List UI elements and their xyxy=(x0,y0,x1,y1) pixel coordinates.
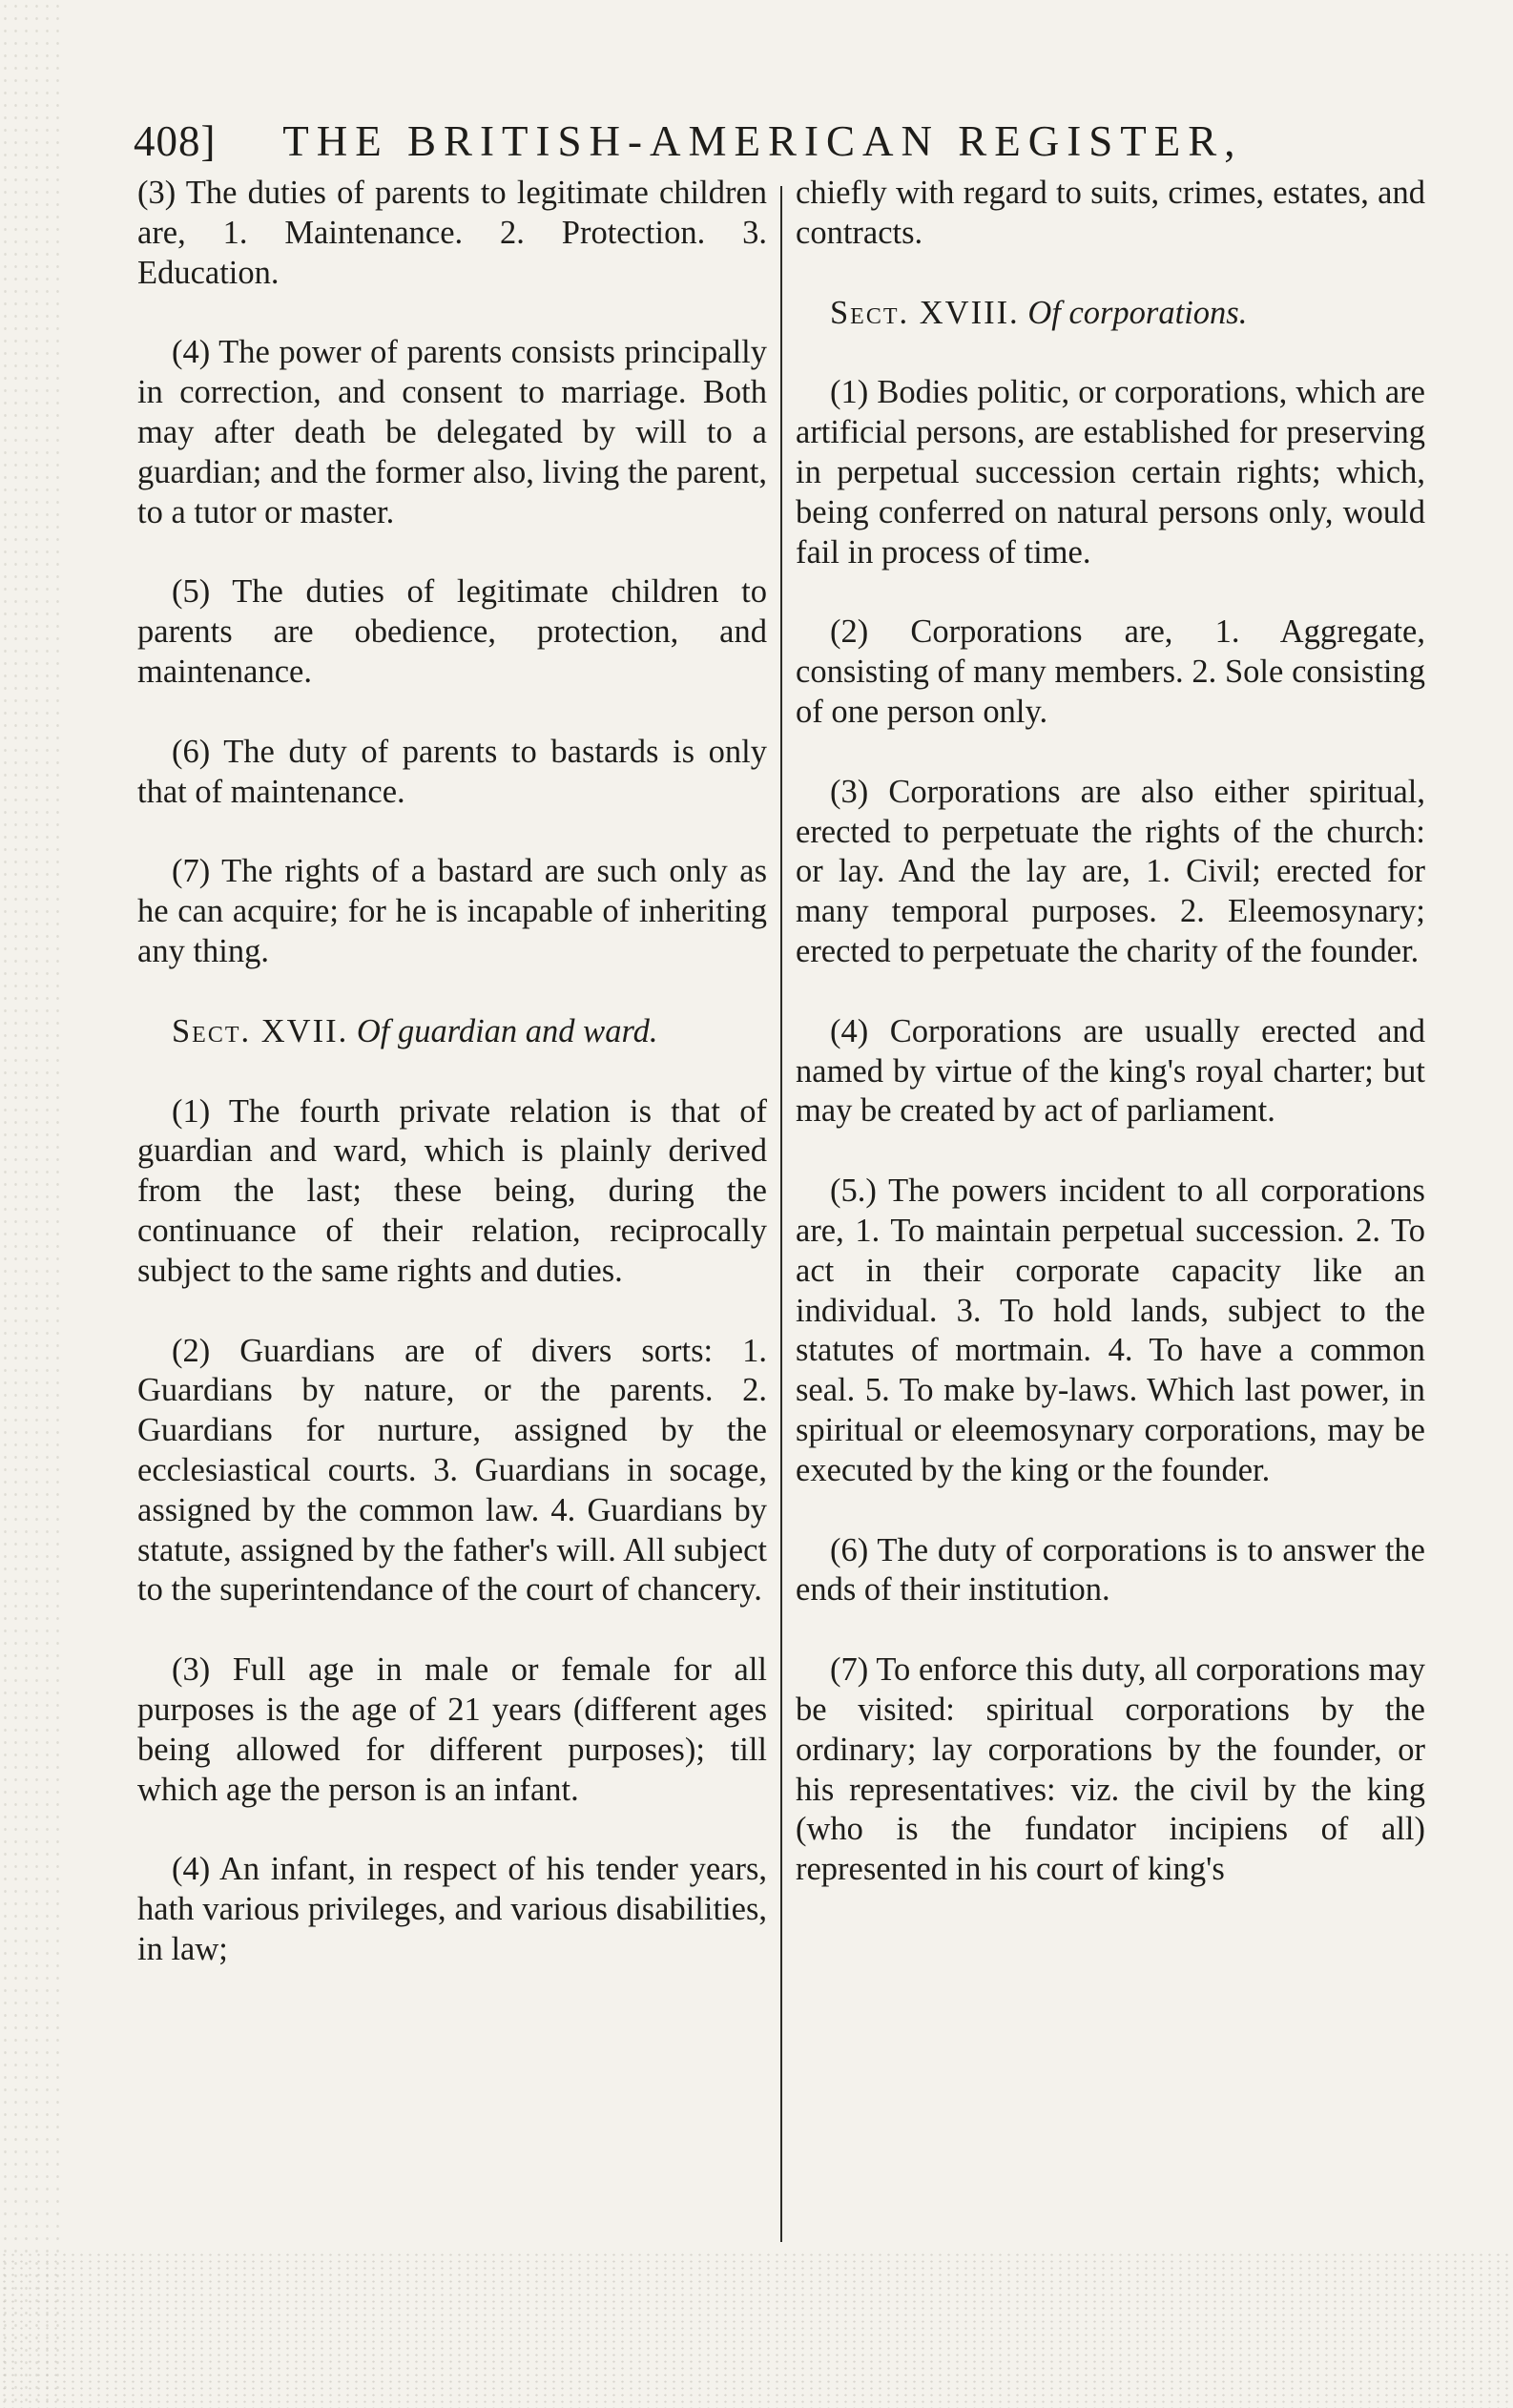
running-header xyxy=(134,113,1421,170)
running-title: THE BRITISH-AMERICAN REGISTER, xyxy=(282,117,1243,165)
paragraph: (3) Full age in male or female for all purposes is the age of 21 years (different ages being allowed for different purposes); till which age the person is an infant. xyxy=(137,1651,767,1808)
paragraph: (6) The duty of parents to bastards is only that of maintenance. xyxy=(137,733,767,810)
paragraph: (6) The duty of corporations is to answer the ends of their institution. xyxy=(796,1531,1425,1609)
paragraph: (5) The duties of legitimate children to parents are obedience, protection, and maintenance. xyxy=(137,573,767,690)
paragraph: (4) Corporations are usually erected and named by virtue of the king's royal charter; but may be created by act of parliament. xyxy=(796,1012,1425,1130)
section-number: Sect. XVIII. xyxy=(830,294,1020,331)
scan-noise-bottom xyxy=(0,2252,1513,2408)
paragraph: (2) Corporations are, 1. Aggregate, consisting of many members. 2. Sole consisting of one person only. xyxy=(796,613,1425,730)
section-title: Of guardian and ward. xyxy=(356,1012,658,1049)
paragraph: (2) Guardians are of divers sorts: 1. Guardians by nature, or the parents. 2. Guardians for nurture, assigned by the ecclesiastical courts. 3. Guardians in socage, assigned by the common law. 4. Guardians by statute, assigned by the father's will. All subject to the superintendance of the court of chancery. xyxy=(137,1332,767,1609)
paragraph: chiefly with regard to suits, crimes, estates, and contracts. xyxy=(796,175,1425,251)
paragraph: (4) The power of parents consists principally in correction, and consent to marriage. Both may after death be delegated by will to a guardian; and the former also, living the parent, to a tutor or master. xyxy=(137,334,767,530)
left-column xyxy=(137,174,767,2010)
section-title: Of corporations. xyxy=(1027,294,1248,331)
paragraph: (5.) The powers incident to all corporations are, 1. To maintain perpetual succession. 2. To act in their corporate capacity like an individual. 3. To hold lands, subject to the statutes of mortmain. 4. To have a common seal. 5. To make by-laws. Which last power, in spiritual or eleemosynary corporations, may be executed by the king or the founder. xyxy=(796,1173,1425,1488)
section-number: Sect. XVII. xyxy=(172,1012,349,1049)
paragraph: (7) The rights of a bastard are such only as he can acquire; for he is incapable of inheriting any thing. xyxy=(137,853,767,969)
right-column xyxy=(796,174,1425,1930)
scan-noise-left xyxy=(0,0,67,2408)
column-divider xyxy=(780,186,782,2242)
paragraph: (1) The fourth private relation is that of guardian and ward, which is plainly derived from the last; these being, during the continuance of their relation, reciprocally subject to the same rights and duties. xyxy=(137,1092,767,1289)
page-number: 408] xyxy=(134,117,217,165)
paragraph: (4) An infant, in respect of his tender years, hath various privileges, and various disabilities, in law; xyxy=(137,1851,767,1967)
paragraph: (7) To enforce this duty, all corporations may be visited: spiritual corporations by the ordinary; lay corporations by the founder, or his representatives: viz. the civil by the king (who is the fundator incipiens of all) represented in his court of king's xyxy=(796,1651,1425,1888)
paragraph: (1) Bodies politic, or corporations, which are artificial persons, are established for preserving in perpetual succession certain rights; which, being conferred on natural persons only, would fail in process of time. xyxy=(796,374,1425,571)
paragraph: (3) The duties of parents to legitimate children are, 1. Maintenance. 2. Protection. 3. Education. xyxy=(137,175,767,291)
section-heading xyxy=(137,1012,767,1052)
paragraph: (3) Corporations are also either spiritual, erected to perpetuate the rights of the church: or lay. And the lay are, 1. Civil; erected for many temporal purposes. 2. Eleemosynary; erected to perpetuate the charity of the founder. xyxy=(796,773,1425,969)
section-heading xyxy=(796,294,1425,334)
